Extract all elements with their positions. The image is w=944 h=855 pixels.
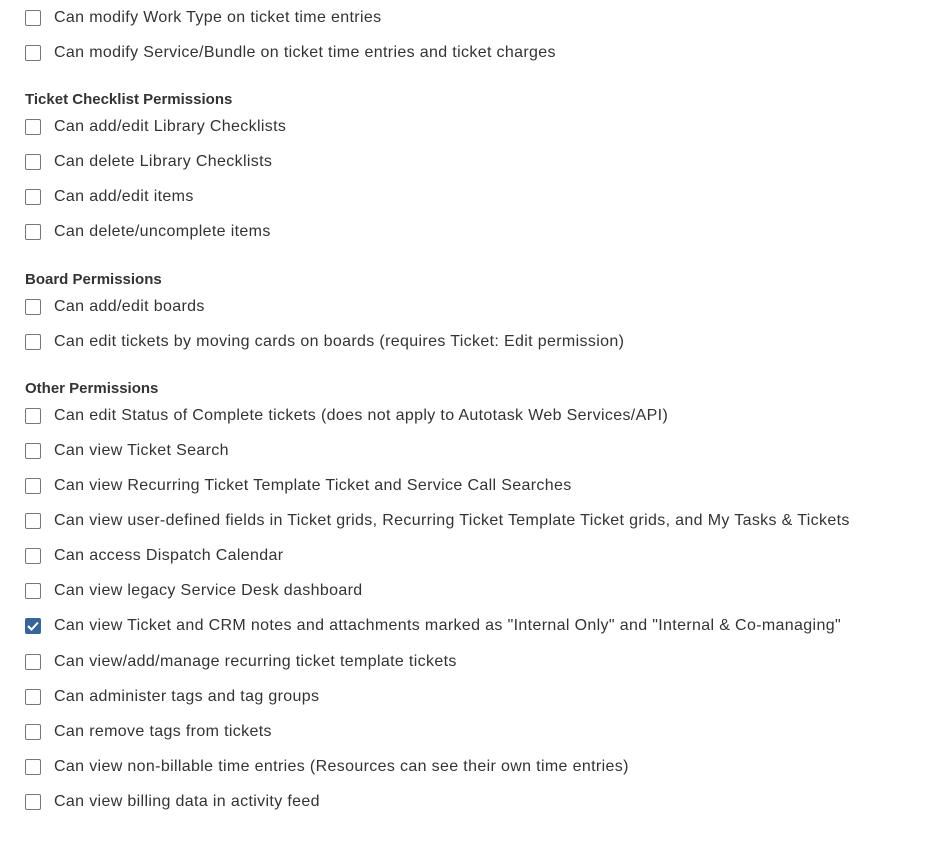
permission-label: Can edit Status of Complete tickets (does not apply to Autotask Web Services/API) — [54, 407, 669, 424]
permission-row-administer-tags[interactable] — [25, 687, 319, 707]
permission-label: Can view user-defined fields in Ticket grids, Recurring Ticket Template Ticket grids, and My Tasks & Tickets — [54, 512, 850, 529]
checkbox-add-edit-items[interactable] — [25, 189, 41, 205]
permission-row-add-edit-library-checklists[interactable] — [25, 117, 286, 137]
checkbox-internal-notes[interactable] — [25, 618, 41, 634]
checkbox-non-billable-time[interactable] — [25, 759, 41, 775]
checkbox-delete-uncomplete-items[interactable] — [25, 224, 41, 240]
checkbox-edit-tickets-moving-cards[interactable] — [25, 334, 41, 350]
checkbox-add-edit-boards[interactable] — [25, 299, 41, 315]
checkbox-edit-status-complete[interactable] — [25, 408, 41, 424]
permission-label: Can add/edit Library Checklists — [54, 118, 287, 135]
checkbox-view-udf-grids[interactable] — [25, 513, 41, 529]
permission-row-dispatch-calendar[interactable] — [25, 546, 283, 566]
checkbox-remove-tags[interactable] — [25, 724, 41, 740]
permission-label: Can edit tickets by moving cards on boards (requires Ticket: Edit permission) — [54, 333, 625, 350]
checkbox-administer-tags[interactable] — [25, 689, 41, 705]
permission-row-view-udf-grids[interactable] — [25, 511, 850, 531]
checkbox-modify-service-bundle[interactable] — [25, 45, 41, 61]
permission-label: Can access Dispatch Calendar — [54, 547, 284, 564]
permission-row-recurring-template-tickets[interactable] — [25, 652, 457, 672]
checkbox-billing-activity-feed[interactable] — [25, 794, 41, 810]
permission-label: Can delete/uncomplete items — [54, 223, 271, 240]
permission-row-edit-status-complete[interactable] — [25, 406, 668, 426]
permission-row-non-billable-time[interactable] — [25, 757, 629, 777]
checkbox-view-recurring-searches[interactable] — [25, 478, 41, 494]
permission-label: Can view Ticket and CRM notes and attachments marked as "Internal Only" and "Internal & Co-managing" — [54, 617, 841, 634]
permission-label: Can view legacy Service Desk dashboard — [54, 582, 363, 599]
checkbox-add-edit-library-checklists[interactable] — [25, 119, 41, 135]
permission-label: Can add/edit boards — [54, 298, 205, 315]
permission-label: Can view Ticket Search — [54, 442, 229, 459]
permission-row-remove-tags[interactable] — [25, 722, 272, 742]
permission-row-delete-library-checklists[interactable] — [25, 152, 272, 172]
permission-label: Can modify Work Type on ticket time entries — [54, 9, 382, 26]
permission-label: Can view/add/manage recurring ticket template tickets — [54, 653, 457, 670]
checkbox-legacy-dashboard[interactable] — [25, 583, 41, 599]
permission-row-view-recurring-searches[interactable] — [25, 476, 572, 496]
section-heading-ticket-checklist: Ticket Checklist Permissions — [25, 91, 233, 108]
permission-label: Can delete Library Checklists — [54, 153, 273, 170]
permission-label: Can view billing data in activity feed — [54, 793, 320, 810]
permission-row-legacy-dashboard[interactable] — [25, 581, 363, 601]
permission-label: Can modify Service/Bundle on ticket time entries and ticket charges — [54, 44, 556, 61]
permission-label: Can view non-billable time entries (Resources can see their own time entries) — [54, 758, 629, 775]
permission-row-billing-activity-feed[interactable] — [25, 792, 320, 812]
checkbox-view-ticket-search[interactable] — [25, 443, 41, 459]
permission-label: Can add/edit items — [54, 188, 194, 205]
checkbox-modify-work-type[interactable] — [25, 10, 41, 26]
checkbox-dispatch-calendar[interactable] — [25, 548, 41, 564]
section-heading-board: Board Permissions — [25, 271, 162, 288]
checkmark-icon — [27, 621, 39, 631]
permission-label: Can administer tags and tag groups — [54, 688, 320, 705]
checkbox-delete-library-checklists[interactable] — [25, 154, 41, 170]
permission-row-delete-uncomplete-items[interactable] — [25, 222, 271, 242]
permission-row-edit-tickets-moving-cards[interactable] — [25, 332, 624, 352]
permission-row-internal-notes[interactable] — [25, 616, 841, 636]
permission-row-view-ticket-search[interactable] — [25, 441, 229, 461]
permission-label: Can view Recurring Ticket Template Ticket and Service Call Searches — [54, 477, 572, 494]
permission-row-modify-work-type[interactable] — [25, 8, 381, 28]
permission-row-add-edit-boards[interactable] — [25, 297, 205, 317]
permission-row-modify-service-bundle[interactable] — [25, 43, 556, 63]
permission-row-add-edit-items[interactable] — [25, 187, 194, 207]
permission-label: Can remove tags from tickets — [54, 723, 272, 740]
section-heading-other: Other Permissions — [25, 380, 159, 397]
checkbox-recurring-template-tickets[interactable] — [25, 654, 41, 670]
